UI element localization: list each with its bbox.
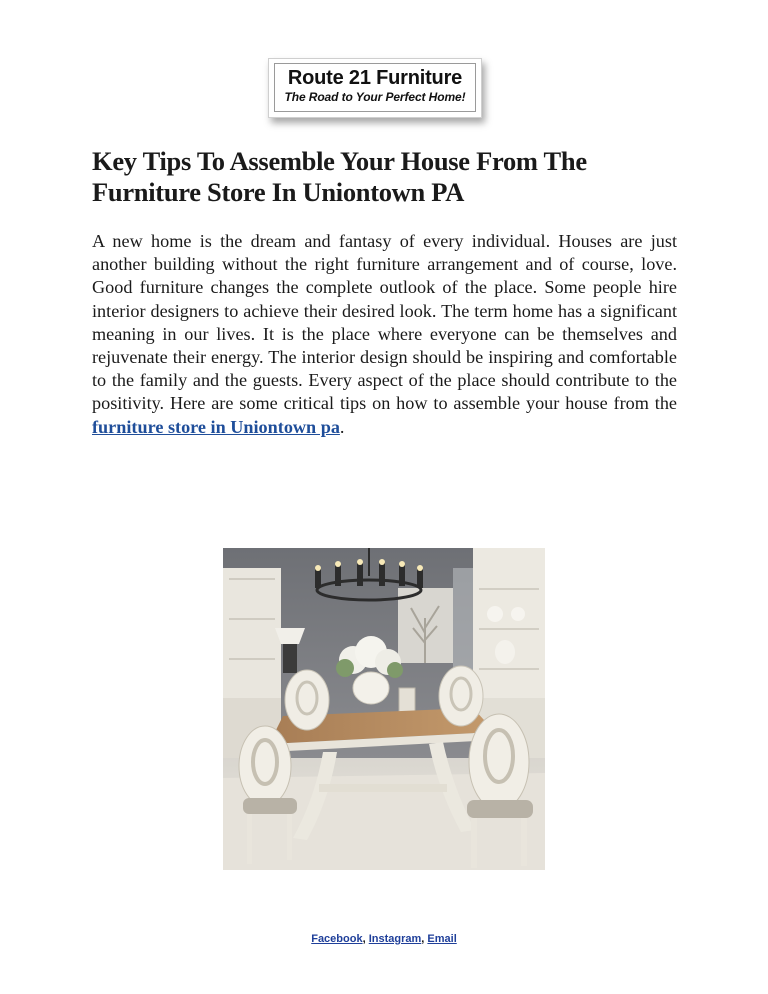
social-links xyxy=(0,933,768,945)
furniture-store-link[interactable]: furniture store in Uniontown pa xyxy=(92,416,340,437)
email-link[interactable]: Email xyxy=(427,933,457,945)
body-text-intro: A new home is the dream and fantasy of every individual. Houses are just another building without the right furniture arrangement and of course, love. Good furniture changes the complete outlook of the place. Some people hire interior designers to achieve their desired look. The term home has a significant meaning in our lives. It is the place where everyone can be themselves and rejuvenate their energy. The interior design should be inspiring and comfortable to the family and the guests. Every aspect of the place should contribute to the positivity. Here are some critical tips on how to assemble your house from the xyxy=(92,231,677,414)
logo-name: Route 21 Furniture xyxy=(287,67,463,89)
dining-room-illustration xyxy=(223,548,545,870)
separator: , xyxy=(362,933,369,945)
instagram-link[interactable]: Instagram xyxy=(368,933,422,945)
logo xyxy=(268,58,482,118)
logo-tagline: The Road to Your Perfect Home! xyxy=(284,90,466,104)
logo-frame xyxy=(274,63,476,112)
article-body xyxy=(92,230,677,439)
dining-room-photo xyxy=(223,548,545,870)
page-title: Key Tips To Assemble Your House From The Furniture Store In Uniontown PA xyxy=(92,146,587,207)
separator: , xyxy=(421,933,428,945)
body-text-end: . xyxy=(339,416,345,437)
facebook-link[interactable]: Facebook xyxy=(311,933,363,945)
